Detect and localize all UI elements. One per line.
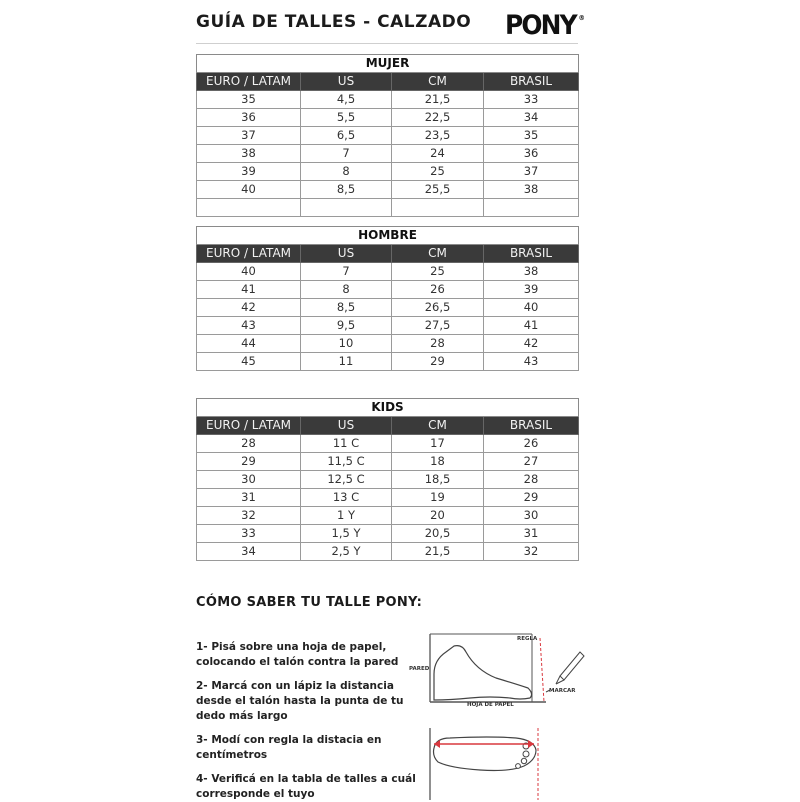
cell-brasil: 32 <box>484 543 579 561</box>
cell-us: 6,5 <box>301 127 392 145</box>
cell-cm: 24 <box>392 145 484 163</box>
cell-cm: 17 <box>392 435 484 453</box>
cell-us: 11 <box>301 353 392 371</box>
cell-us: 8 <box>301 163 392 181</box>
cell-us: 1,5 Y <box>301 525 392 543</box>
cell-cm: 29 <box>392 353 484 371</box>
cell-us: 12,5 C <box>301 471 392 489</box>
column-header-cm: CM <box>392 417 484 435</box>
step-2: 2- Marcá con un lápiz la distancia desde el talón hasta la punta de tu dedo más largo <box>196 680 404 722</box>
cell-euro: 44 <box>197 335 301 353</box>
cell-cm: 21,5 <box>392 91 484 109</box>
cell-cm: 26,5 <box>392 299 484 317</box>
cell-cm: 20,5 <box>392 525 484 543</box>
label-marcar: MARCAR <box>549 688 576 694</box>
cell-brasil: 43 <box>484 353 579 371</box>
cell-euro: 33 <box>197 525 301 543</box>
label-hoja-de-papel: HOJA DE PAPEL <box>467 702 514 708</box>
cell-cm: 25,5 <box>392 181 484 199</box>
table-row <box>197 91 579 109</box>
table-row <box>197 163 579 181</box>
cell-cm: 26 <box>392 281 484 299</box>
cell-us: 5,5 <box>301 109 392 127</box>
table-row <box>197 489 579 507</box>
cell-brasil: 38 <box>484 181 579 199</box>
logo-text: PONY <box>505 10 576 41</box>
cell-cm: 20 <box>392 507 484 525</box>
registered-mark: ® <box>578 14 585 22</box>
column-header-euro: EURO / LATAM <box>197 417 301 435</box>
cell-brasil: 35 <box>484 127 579 145</box>
cell-us: 7 <box>301 145 392 163</box>
cell-euro: 31 <box>197 489 301 507</box>
pencil-icon <box>560 652 584 680</box>
cell-cm: 18 <box>392 453 484 471</box>
measure-dashed-line <box>540 638 544 702</box>
cell-brasil: 27 <box>484 453 579 471</box>
cell-us: 11 C <box>301 435 392 453</box>
cell-brasil: 36 <box>484 145 579 163</box>
cell-us: 8,5 <box>301 181 392 199</box>
cell-cm: 19 <box>392 489 484 507</box>
cell-brasil: 38 <box>484 263 579 281</box>
size-table-hombre <box>196 226 579 371</box>
table-row <box>197 181 579 199</box>
table-row <box>197 127 579 145</box>
cell-brasil: 28 <box>484 471 579 489</box>
table-row <box>197 263 579 281</box>
cell-euro: 28 <box>197 435 301 453</box>
size-table-mujer <box>196 54 579 217</box>
cell-brasil: 26 <box>484 435 579 453</box>
howto-title: CÓMO SABER TU TALLE PONY: <box>196 595 423 610</box>
section-title-hombre: HOMBRE <box>197 227 579 245</box>
cell-brasil: 31 <box>484 525 579 543</box>
table-row <box>197 525 579 543</box>
cell-brasil: 33 <box>484 91 579 109</box>
cell-euro: 38 <box>197 145 301 163</box>
cell-us: 9,5 <box>301 317 392 335</box>
cell-cm: 25 <box>392 263 484 281</box>
column-header-brasil: BRASIL <box>484 73 579 91</box>
section-title-mujer: MUJER <box>197 55 579 73</box>
column-header-cm: CM <box>392 73 484 91</box>
cell-us: 8 <box>301 281 392 299</box>
size-table-kids <box>196 398 579 561</box>
cell-euro: 45 <box>197 353 301 371</box>
table-row <box>197 317 579 335</box>
table-row <box>197 507 579 525</box>
cell-euro: 42 <box>197 299 301 317</box>
cell-cm: 18,5 <box>392 471 484 489</box>
cell-brasil: 40 <box>484 299 579 317</box>
cell-us: 1 Y <box>301 507 392 525</box>
column-header-us: US <box>301 245 392 263</box>
cell-cm: 25 <box>392 163 484 181</box>
table-row <box>197 435 579 453</box>
table-row <box>197 543 579 561</box>
cell-euro: 37 <box>197 127 301 145</box>
cell-us: 11,5 C <box>301 453 392 471</box>
table-row <box>197 353 579 371</box>
cell-us: 13 C <box>301 489 392 507</box>
pony-logo <box>505 10 585 41</box>
cell-us: 7 <box>301 263 392 281</box>
table-row <box>197 281 579 299</box>
table-row <box>197 109 579 127</box>
cell-cm: 27,5 <box>392 317 484 335</box>
cell-us: 10 <box>301 335 392 353</box>
cell-euro: 29 <box>197 453 301 471</box>
table-row <box>197 335 579 353</box>
cell-euro: 40 <box>197 263 301 281</box>
column-header-euro: EURO / LATAM <box>197 73 301 91</box>
page-title: GUÍA DE TALLES - CALZADO <box>196 12 472 32</box>
toe <box>521 758 526 763</box>
cell-brasil: 41 <box>484 317 579 335</box>
blank-row <box>197 199 579 217</box>
column-header-brasil: BRASIL <box>484 417 579 435</box>
toe <box>523 751 529 757</box>
cell-euro: 30 <box>197 471 301 489</box>
column-header-us: US <box>301 417 392 435</box>
cell-cm: 28 <box>392 335 484 353</box>
foot-side-view <box>434 646 532 700</box>
step-3: 3- Modí con regla la distacia en centímetros <box>196 734 382 761</box>
cell-brasil: 42 <box>484 335 579 353</box>
cell-euro: 43 <box>197 317 301 335</box>
table-row <box>197 145 579 163</box>
cell-us: 4,5 <box>301 91 392 109</box>
title-divider <box>196 43 578 44</box>
cell-brasil: 30 <box>484 507 579 525</box>
column-header-euro: EURO / LATAM <box>197 245 301 263</box>
table-row <box>197 453 579 471</box>
cell-brasil: 37 <box>484 163 579 181</box>
step-4: 4- Verificá en la tabla de talles a cuál corresponde el tuyo <box>196 773 416 800</box>
label-regla: REGLA <box>517 636 538 642</box>
cell-brasil: 34 <box>484 109 579 127</box>
cell-euro: 36 <box>197 109 301 127</box>
cell-euro: 40 <box>197 181 301 199</box>
cell-brasil: 39 <box>484 281 579 299</box>
column-header-cm: CM <box>392 245 484 263</box>
section-title-kids: KIDS <box>197 399 579 417</box>
cell-euro: 41 <box>197 281 301 299</box>
cell-cm: 22,5 <box>392 109 484 127</box>
cell-euro: 34 <box>197 543 301 561</box>
column-header-us: US <box>301 73 392 91</box>
step-1: 1- Pisá sobre una hoja de papel, colocando el talón contra la pared <box>196 641 399 668</box>
cell-us: 8,5 <box>301 299 392 317</box>
cell-cm: 21,5 <box>392 543 484 561</box>
column-header-brasil: BRASIL <box>484 245 579 263</box>
cell-euro: 32 <box>197 507 301 525</box>
cell-cm: 23,5 <box>392 127 484 145</box>
cell-euro: 35 <box>197 91 301 109</box>
cell-us: 2,5 Y <box>301 543 392 561</box>
table-row <box>197 299 579 317</box>
label-pared: PARED <box>409 666 430 672</box>
foot-measure-diagram <box>420 630 600 800</box>
toe <box>516 764 521 769</box>
cell-brasil: 29 <box>484 489 579 507</box>
table-row <box>197 471 579 489</box>
cell-euro: 39 <box>197 163 301 181</box>
